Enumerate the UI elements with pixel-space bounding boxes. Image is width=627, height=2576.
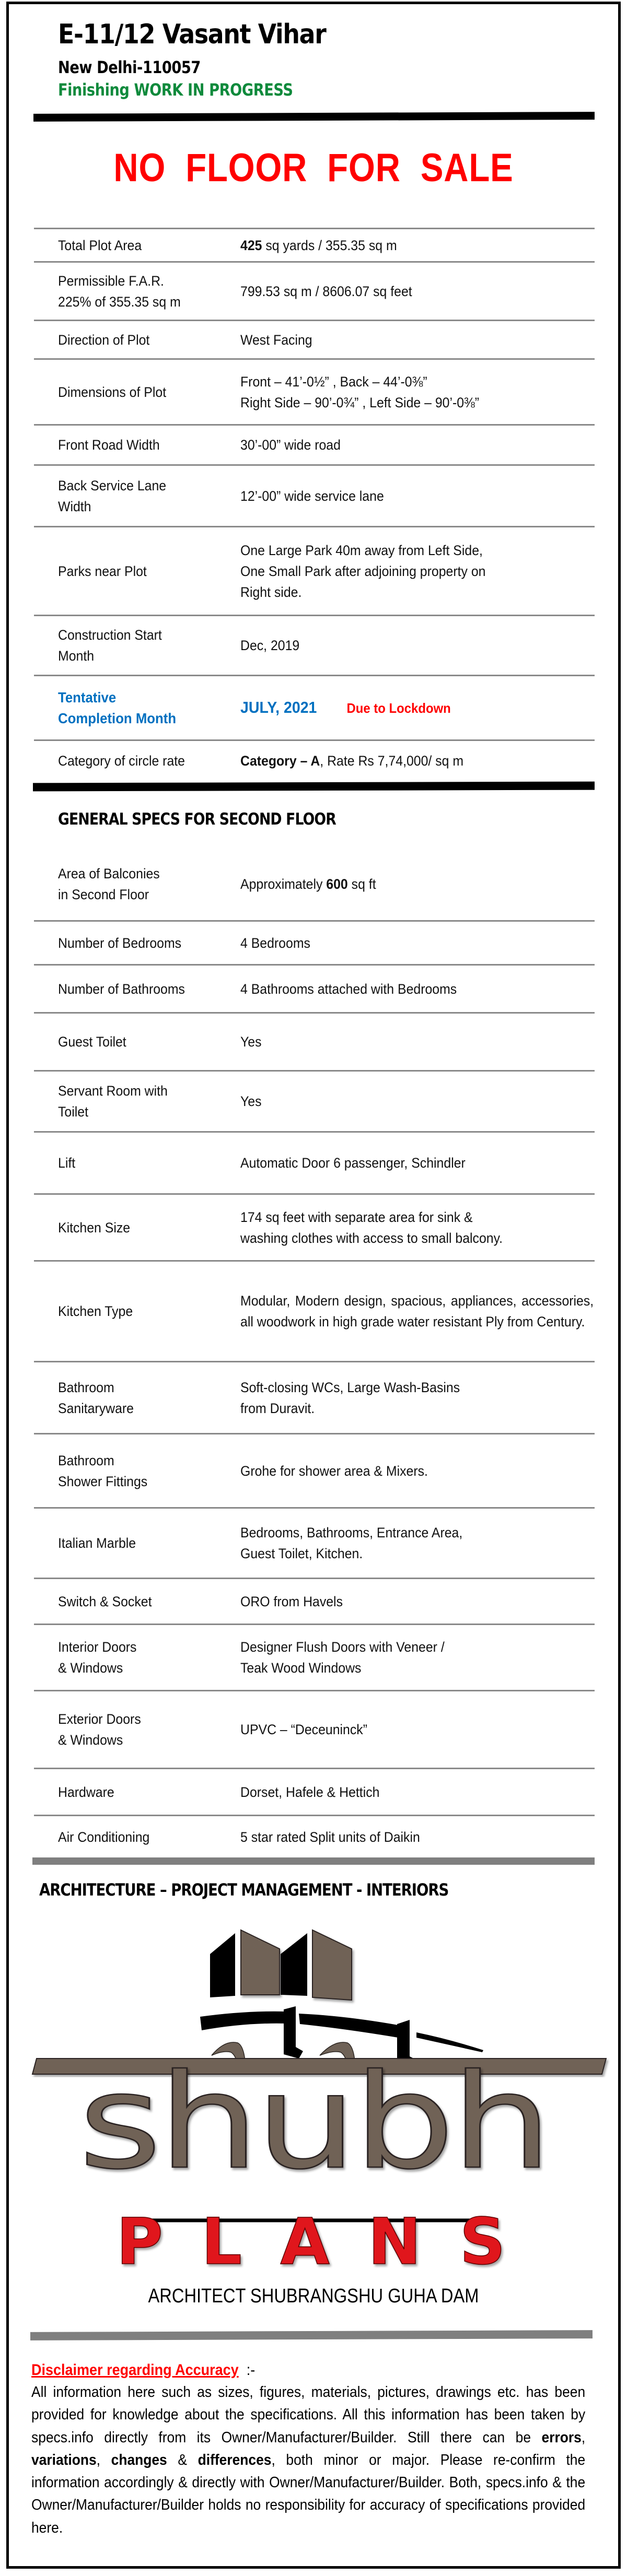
row-label: Category of circle rate <box>58 752 185 769</box>
table-row <box>34 676 595 739</box>
table-row <box>34 426 595 464</box>
property-address: New Delhi-110057 <box>58 57 201 77</box>
row-value <box>240 697 567 719</box>
table-row <box>34 466 595 526</box>
status-emphasis: WORK IN PROGRESS <box>134 80 293 100</box>
row-value <box>240 281 567 302</box>
row-label: Back Service Lane Width <box>58 477 167 514</box>
row-value <box>240 330 567 350</box>
general-specs-heading: GENERAL SPECS FOR SECOND FLOOR <box>58 810 336 829</box>
value-text: Grohe for shower area & Mixers. <box>240 1463 428 1479</box>
row-label: Bathroom Sanitaryware <box>58 1379 134 1416</box>
shubh-plans-logo <box>0 1922 627 2272</box>
status-prefix: Finishing <box>58 80 134 100</box>
table-row <box>34 1072 595 1131</box>
row-label: Number of Bathrooms <box>58 981 185 997</box>
row-label: Total Plot Area <box>58 237 142 253</box>
row-value <box>240 1637 567 1678</box>
row-value <box>240 1152 567 1173</box>
value-text: , Rate Rs 7,74,000/ sq m <box>320 752 464 769</box>
disclaimer-text: , both minor or major. Please re-confirm the information accordingly & directly with Owner/Manufacturer/Builder. Both, specs.info & the Owner/Manufacturer/Builder holds no responsibility for accuracy of specifications provided here. <box>31 2451 586 2536</box>
row-value <box>240 933 567 954</box>
row-value <box>240 434 567 455</box>
table-row <box>34 1816 595 1857</box>
value-text: sq yards / 355.35 sq m <box>262 237 397 253</box>
row-value <box>240 750 567 771</box>
completion-note: Due to Lockdown <box>346 700 451 716</box>
row-value <box>240 1091 567 1112</box>
value-text: West Facing <box>240 332 312 348</box>
table-row <box>34 229 595 261</box>
row-label: Tentative Completion Month <box>58 689 177 726</box>
table-row <box>34 1133 595 1193</box>
building-icon <box>210 1930 352 2000</box>
value-text: 799.53 sq m / 8606.07 sq feet <box>240 283 412 299</box>
row-value <box>240 371 567 413</box>
logo-subword: PLANS <box>116 2205 506 2272</box>
row-value <box>240 1377 567 1419</box>
value-text: Yes <box>240 1093 262 1109</box>
row-label: Construction Start Month <box>58 627 162 664</box>
row-label: Lift <box>58 1155 76 1171</box>
table-row <box>34 360 595 424</box>
value-emphasis: Category – A <box>240 752 320 769</box>
row-value <box>240 235 567 256</box>
row-label: Bathroom Shower Fittings <box>58 1452 148 1489</box>
value-emphasis: 425 <box>240 237 262 253</box>
value-text: sq ft <box>347 876 376 892</box>
row-value <box>240 1290 594 1332</box>
row-value <box>240 540 567 603</box>
disclaimer-separator: :- <box>238 2361 256 2379</box>
specs-end-divider <box>32 1857 595 1865</box>
row-value <box>240 1207 567 1249</box>
row-label: Kitchen Type <box>58 1303 133 1319</box>
row-label: Dimensions of Plot <box>58 384 167 400</box>
row-value <box>240 635 567 656</box>
disclaimer-emphasis: differences <box>198 2451 272 2468</box>
table-row <box>34 1691 595 1768</box>
table-row <box>34 966 595 1012</box>
value-text: Modular, Modern design, spacious, appliances, accessories, all woodwork in high grade water resistant Ply from Century. <box>240 1293 594 1330</box>
value-text: Approximately <box>240 876 327 892</box>
row-value <box>240 1782 567 1803</box>
row-value <box>240 1461 567 1481</box>
table-row <box>34 321 595 358</box>
table-row <box>34 1579 595 1624</box>
architect-name: ARCHITECT SHUBRANGSHU GUHA DAM <box>148 2285 479 2307</box>
table-row <box>34 263 595 320</box>
value-emphasis: 600 <box>326 876 348 892</box>
disclaimer-emphasis: changes <box>111 2451 167 2468</box>
table-row <box>34 1625 595 1690</box>
row-value <box>240 1031 567 1052</box>
row-value <box>240 1591 567 1612</box>
value-text: Dorset, Hafele & Hettich <box>240 1784 380 1800</box>
row-label: Number of Bedrooms <box>58 935 182 951</box>
value-text: 4 Bathrooms attached with Bedrooms <box>240 981 457 997</box>
construction-status <box>58 80 293 100</box>
row-value <box>240 874 567 895</box>
sale-banner: NO FLOOR FOR SALE <box>113 146 514 190</box>
table-row <box>34 1195 595 1260</box>
disclaimer-body <box>31 2381 585 2539</box>
table-row <box>34 527 595 615</box>
disclaimer-emphasis: errors <box>541 2429 582 2446</box>
disclaimer-text: & <box>167 2451 198 2468</box>
value-text: Soft-closing WCs, Large Wash-Basins from Duravit. <box>240 1379 460 1416</box>
table-row <box>34 741 595 780</box>
table-row <box>34 1014 595 1070</box>
value-text: 4 Bedrooms <box>240 935 310 951</box>
value-text: Bedrooms, Bathrooms, Entrance Area, Guest Toilet, Kitchen. <box>240 1525 463 1561</box>
value-text: One Large Park 40m away from Left Side, One Small Park after adjoining property on Right side. <box>240 542 486 600</box>
table-row <box>34 1362 595 1433</box>
table-row <box>34 1769 595 1815</box>
section-divider <box>33 782 595 792</box>
value-text: Designer Flush Doors with Veneer / Teak Wood Windows <box>240 1639 445 1676</box>
table-row <box>34 848 595 920</box>
row-value <box>240 1522 567 1564</box>
row-label: Parks near Plot <box>58 563 147 579</box>
value-text: 5 star rated Split units of Daikin <box>240 1829 420 1845</box>
value-text: Front – 41’-0½” , Back – 44’-0⅜” Right Side – 90’-0¾” , Left Side – 90’-0⅜” <box>240 373 480 410</box>
value-text: UPVC – “Deceuninck” <box>240 1722 367 1737</box>
row-label: Servant Room with Toilet <box>58 1083 168 1120</box>
value-text: ORO from Havels <box>240 1593 343 1609</box>
value-text: Dec, 2019 <box>240 638 300 653</box>
disclaimer-text: , <box>96 2451 111 2468</box>
row-label: Air Conditioning <box>58 1829 150 1845</box>
row-label: Italian Marble <box>58 1535 136 1551</box>
table-row <box>34 1434 595 1507</box>
disclaimer-text: All information here such as sizes, figures, materials, pictures, drawings etc. has been provided for knowledge about the specifications. All this information has been taken by specs.info directly from its Owner/Manufacturer/Builder. Still there can be <box>31 2384 586 2446</box>
row-value <box>240 979 567 999</box>
row-label: Direction of Plot <box>58 332 150 348</box>
row-label: Hardware <box>58 1784 114 1800</box>
table-row <box>34 1509 595 1578</box>
row-value <box>240 1827 567 1848</box>
table-row <box>34 616 595 675</box>
row-label: Permissible F.A.R. 225% of 355.35 sq m <box>58 273 181 310</box>
firm-services: ARCHITECTURE – PROJECT MANAGEMENT - INTERIORS <box>39 1880 449 1900</box>
row-label: Exterior Doors & Windows <box>58 1711 141 1748</box>
value-text: Automatic Door 6 passenger, Schindler <box>240 1155 466 1171</box>
table-row <box>34 922 595 964</box>
disclaimer-heading: Disclaimer regarding Accuracy <box>31 2361 239 2379</box>
row-label: Area of Balconies in Second Floor <box>58 865 160 902</box>
disclaimer-emphasis: variations <box>31 2451 97 2468</box>
logo-word: shubh <box>78 2046 549 2198</box>
row-label: Interior Doors & Windows <box>58 1639 137 1676</box>
row-value <box>240 1719 567 1740</box>
disclaimer-title <box>31 2361 255 2379</box>
value-text: Yes <box>240 1034 262 1050</box>
row-label: Front Road Width <box>58 437 160 453</box>
row-label: Guest Toilet <box>58 1034 126 1050</box>
table-row <box>34 1262 595 1361</box>
property-title: E-11/12 Vasant Vihar <box>58 19 326 50</box>
value-text: 174 sq feet with separate area for sink & washing clothes with access to small balcony. <box>240 1209 503 1246</box>
row-label: Switch & Socket <box>58 1593 152 1609</box>
value-text: 30’-00” wide road <box>240 437 341 453</box>
disclaimer-text: , <box>581 2429 586 2446</box>
value-text: JULY, 2021 <box>240 698 317 716</box>
row-label: Kitchen Size <box>58 1219 131 1236</box>
value-text: 12’-00” wide service lane <box>240 488 384 504</box>
row-value <box>240 486 567 507</box>
